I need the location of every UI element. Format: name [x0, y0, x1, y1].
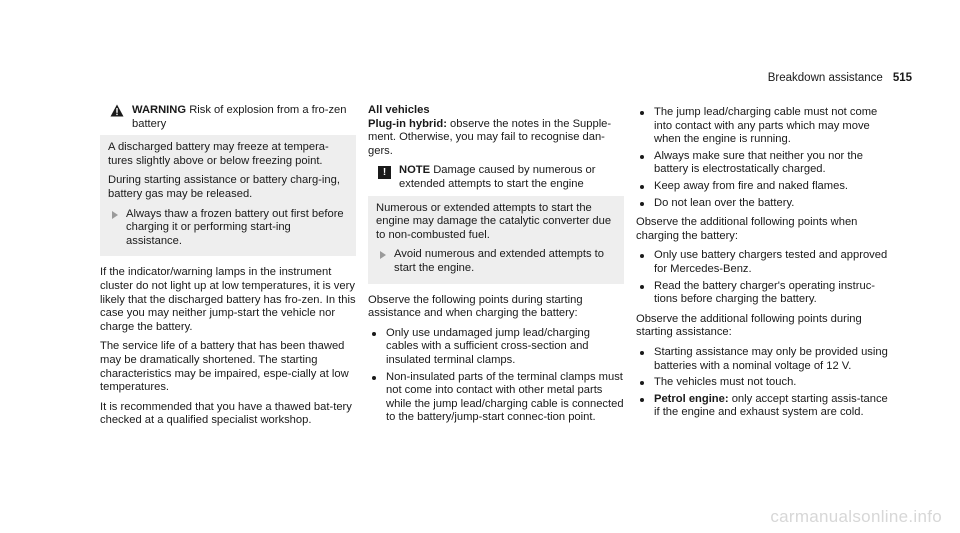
- bullet-list: [636, 249, 892, 306]
- watermark: carmanualsonline.info: [770, 507, 942, 526]
- paragraph: Observe the following points during starting assistance and when charging the battery:: [368, 293, 583, 320]
- paragraph: It is recommended that you have a thawed bat-tery checked at a qualified specialist workshop.: [100, 400, 352, 427]
- plug-in-hybrid-text: observe the notes in the Supple-ment. Otherwise, you may fail to recognise dan-gers.: [368, 117, 612, 157]
- warning-lead: Risk of explosion from a fro-zen battery: [132, 104, 347, 130]
- paragraph: Observe the additional following points during starting assistance:: [636, 312, 862, 339]
- bullet-list: [368, 327, 624, 425]
- note-action: [376, 248, 614, 275]
- warning-text-2: During starting assistance or battery charg-ing, battery gas may be released.: [108, 174, 340, 200]
- page-header: [768, 72, 912, 84]
- list-item: Starting assistance may only be provided using batteries with a nominal voltage of 12 V.: [636, 346, 892, 373]
- warning-header: [100, 104, 356, 135]
- section-title: Breakdown assistance: [767, 72, 883, 84]
- note-title: NOTE: [399, 164, 431, 177]
- list-item: Read the battery charger's operating instruc-tions before charging the battery.: [636, 280, 892, 307]
- paragraph: If the indicator/warning lamps in the instrument cluster do not light up at low temperatures, it is very likely that the discharged battery has fro-zen. In this case you may neither jump-start the vehicle nor charge the battery.: [100, 266, 356, 333]
- note-exclamation-icon: !: [378, 166, 391, 179]
- list-item: Keep away from fire and naked flames.: [636, 180, 892, 194]
- bullet-list: [636, 106, 892, 210]
- warning-text-1: A discharged battery may freeze at tempera-tures slightly above or below freezing point.: [108, 141, 329, 167]
- list-item: Do not lean over the battery.: [636, 197, 892, 211]
- section-heading: All vehicles: [368, 104, 430, 116]
- note-box: [368, 164, 624, 283]
- petrol-engine-text: only accept starting assis-tance if the engine and exhaust system are cold.: [654, 392, 888, 419]
- petrol-engine-label: Petrol engine:: [654, 392, 729, 405]
- column-3: [636, 104, 892, 426]
- list-item: Only use undamaged jump lead/charging cables with a sufficient cross-section and insulated terminal clamps.: [368, 327, 624, 368]
- list-item: The jump lead/charging cable must not come into contact with any parts which may move when the engine is running.: [636, 106, 892, 147]
- list-item: [636, 393, 892, 420]
- list-item: The vehicles must not touch.: [636, 376, 892, 390]
- column-1: [100, 104, 356, 434]
- list-item: Non-insulated parts of the terminal clamps must not come into contact with other metal parts while the jump lead/charging cable is connected to the battery/jump-start connec-tion point.: [368, 371, 624, 425]
- arrow-right-icon: [380, 251, 386, 259]
- note-action-text: Avoid numerous and extended attempts to start the engine.: [394, 248, 605, 274]
- paragraph: Observe the additional following points when charging the battery:: [636, 216, 858, 242]
- warning-action-text: Always thaw a frozen battery out first before charging it or performing start-ing assistance.: [126, 207, 344, 247]
- arrow-right-icon: [112, 211, 118, 219]
- page-number: 515: [892, 72, 912, 84]
- warning-triangle-icon: [110, 104, 124, 117]
- bullet-list: [636, 346, 892, 420]
- column-2: [368, 104, 624, 431]
- list-item: Always make sure that neither you nor the battery is electrostatically charged.: [636, 150, 892, 177]
- warning-action: [108, 208, 346, 249]
- note-text: Numerous or extended attempts to start the engine may damage the catalytic converter due to non-combusted fuel.: [376, 201, 612, 241]
- warning-title: WARNING: [132, 104, 187, 116]
- plug-in-hybrid-label: Plug-in hybrid:: [368, 117, 447, 130]
- list-item: Only use battery chargers tested and approved for Mercedes-Benz.: [636, 249, 892, 276]
- warning-box: [100, 104, 356, 256]
- paragraph: The service life of a battery that has been thawed may be dramatically shortened. The starting characteristics may be impaired, espe-cially at low temperatures.: [100, 340, 349, 394]
- note-lead: Damage caused by numerous or extended attempts to start the engine: [399, 164, 596, 190]
- note-header: [368, 164, 624, 195]
